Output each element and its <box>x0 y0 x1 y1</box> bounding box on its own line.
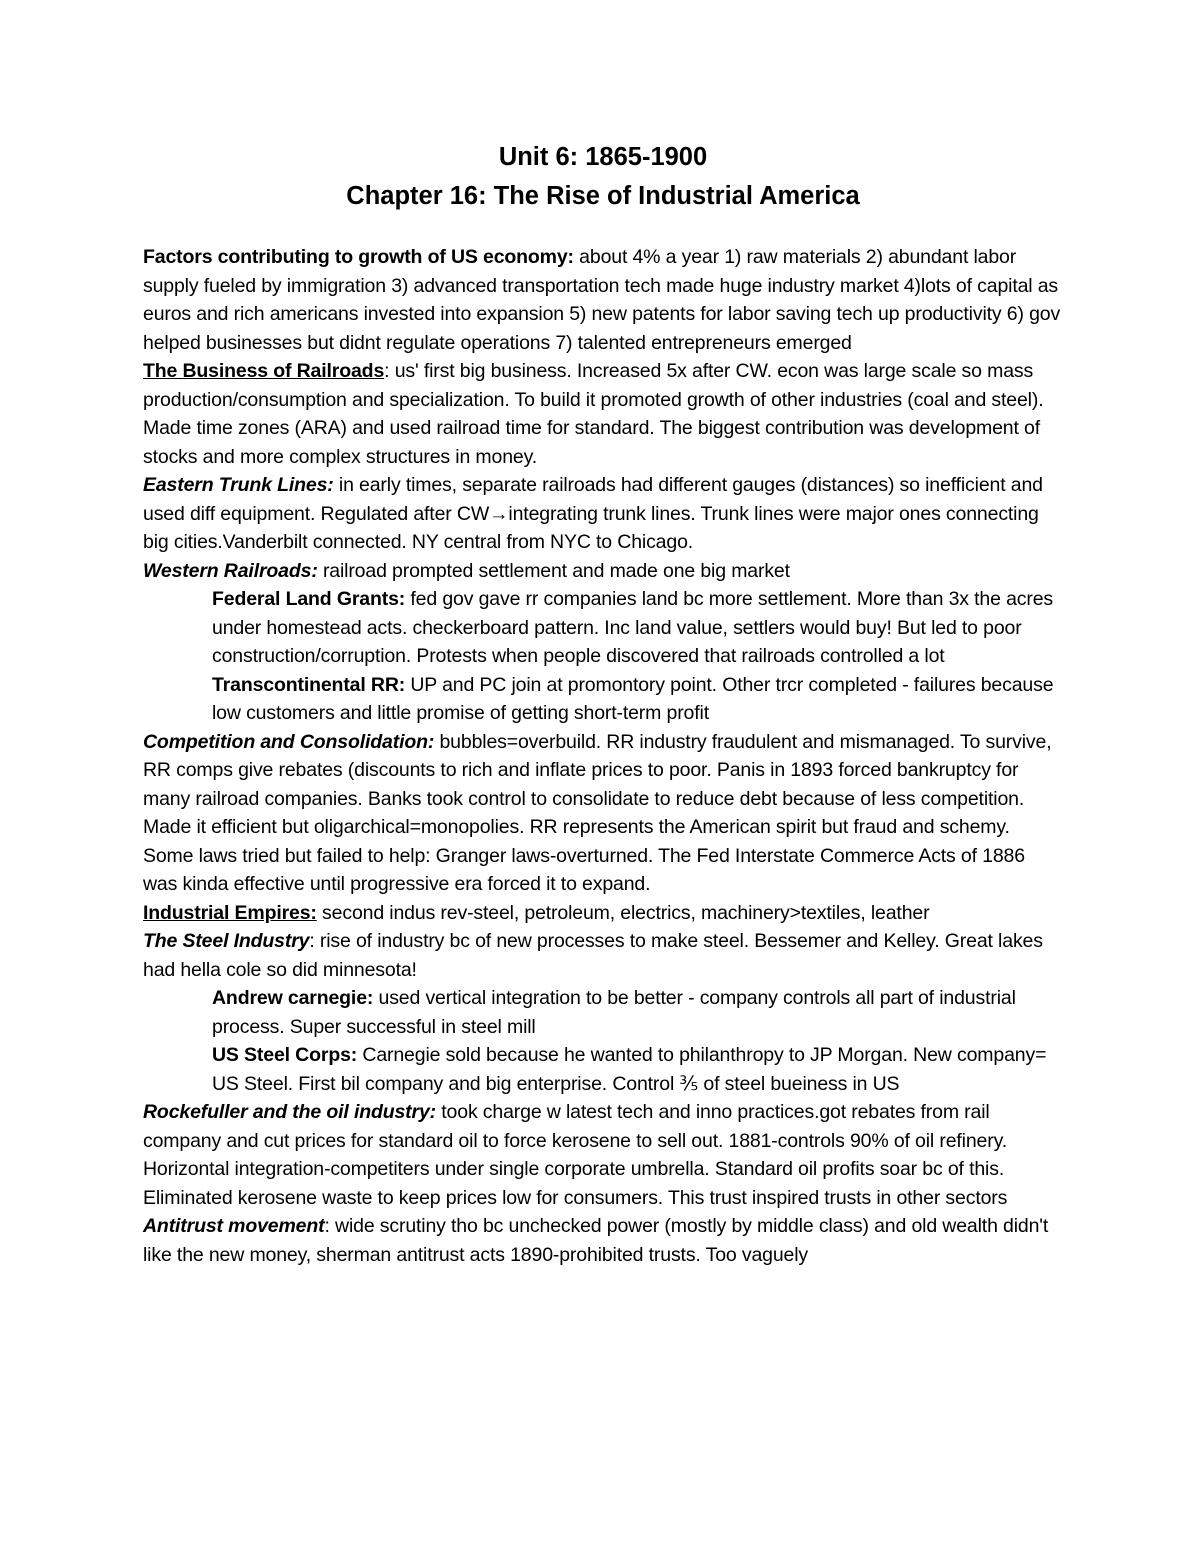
note-heading: Competition and Consolidation: <box>143 730 435 753</box>
note-industrial-empires <box>143 899 1063 928</box>
note-heading: Western Railroads: <box>143 559 318 582</box>
note-text: used vertical integration to be better - company controls all part of industrial process. Super successful in steel mill <box>212 987 1016 1038</box>
unit-title: Unit 6: 1865-1900 <box>498 143 708 171</box>
note-text: about 4% a year 1) raw materials 2) abundant labor supply fueled by immigration 3) advanced transportation tech made huge industry market 4)lots of capital as euros and rich americans invested into expansion 5) new patents for labor saving tech up productivity 6) gov helped businesses but didnt regulate operations 7) talented entrepreneurs emerged <box>143 246 1061 354</box>
note-heading: Transcontinental RR: <box>212 673 406 696</box>
note-heading: Rockefuller and the oil industry: <box>143 1101 437 1123</box>
note-text: Carnegie sold because he wanted to philanthropy to JP Morgan. New company= US Steel. First bil company and big enterprise. Control ⅗ of steel bueiness in US <box>212 1044 1047 1095</box>
note-federal-land-grants <box>212 585 1063 671</box>
note-transcontinental-rr <box>212 671 1063 728</box>
note-text: bubbles=overbuild. RR industry fraudulent and mismanaged. To survive, RR comps give rebates (discounts to rich and inflate prices to poor. Panis in 1893 forced bankruptcy for many railroad companies. Banks took control to consolidate to reduce debt because of less competition. Made it efficient but oligarchical=monopolies. RR represents the American spirit but fraud and schemy. Some laws tried but failed to help: Granger laws-overturned. The Fed Interstate Commerce Acts of 1886 was kinda effective until progressive era forced it to expand. <box>143 730 1052 895</box>
document-page <box>143 138 1063 1269</box>
note-steel-industry <box>143 927 1063 984</box>
note-text: took charge w latest tech and inno practices.got rebates from rail company and cut prices for standard oil to force kerosene to sell out. 1881-controls 90% of oil refinery. Horizontal integration-competiters under single corporate umbrella. Standard oil profits soar bc of this. Eliminated kerosene waste to keep prices low for consumers. This trust inspired trusts in other sectors <box>143 1101 1008 1209</box>
note-western-railroads <box>143 557 1063 586</box>
note-text: : rise of industry bc of new processes to make steel. Bessemer and Kelley. Great lakes had hella cole so did minnesota! <box>143 930 1043 981</box>
note-text: fed gov gave rr companies land bc more settlement. More than 3x the acres under homestead acts. checkerboard pattern. Inc land value, settlers would buy! But led to poor construction/corruption. Protests when people discovered that railroads controlled a lot <box>212 588 1054 667</box>
note-rockefeller-oil <box>143 1098 1063 1212</box>
note-heading: Factors contributing to growth of US economy: <box>143 246 574 268</box>
note-text: railroad prompted settlement and made one big market <box>317 559 790 582</box>
note-heading: The Steel Industry <box>143 930 310 952</box>
note-text: UP and PC join at promontory point. Other trcr completed - failures because low customers and little promise of getting short-term profit <box>212 673 1054 724</box>
note-eastern-trunk-lines <box>143 471 1063 557</box>
note-antitrust-movement <box>143 1212 1063 1269</box>
note-heading: Andrew carnegie: <box>212 987 374 1009</box>
note-heading: Antitrust movement <box>143 1215 325 1237</box>
note-text: in early times, separate railroads had different gauges (distances) so inefficient and used diff equipment. Regulated after CW→integrating trunk lines. Trunk lines were major ones connecting big cities.Vanderbilt connected. NY central from NYC to Chicago. <box>143 474 1043 553</box>
note-text: : us' first big business. Increased 5x after CW. econ was large scale so mass production/consumption and specialization. To build it promoted growth of other industries (coal and steel). Made time zones (ARA) and used railroad time for standard. The biggest contribution was development of stocks and more complex structures in money. <box>143 360 1044 468</box>
note-text: second indus rev-steel, petroleum, electrics, machinery>textiles, leather <box>316 901 930 924</box>
note-business-of-railroads <box>143 357 1063 471</box>
note-us-steel-corps <box>212 1041 1063 1098</box>
note-economy-growth <box>143 243 1063 357</box>
note-text: : wide scrutiny tho bc unchecked power (mostly by middle class) and old wealth didn't like the new money, sherman antitrust acts 1890-prohibited trusts. Too vaguely <box>143 1215 1049 1266</box>
chapter-title: Chapter 16: The Rise of Industrial America <box>346 182 860 210</box>
note-competition-consolidation <box>143 728 1063 899</box>
notes-body <box>143 243 1063 1269</box>
note-heading: Eastern Trunk Lines: <box>143 474 334 496</box>
note-heading: Federal Land Grants: <box>212 588 406 610</box>
note-heading: Industrial Empires: <box>143 901 317 924</box>
note-heading: The Business of Railroads <box>143 360 385 382</box>
note-heading: US Steel Corps: <box>212 1044 358 1066</box>
note-andrew-carnegie <box>212 984 1063 1041</box>
